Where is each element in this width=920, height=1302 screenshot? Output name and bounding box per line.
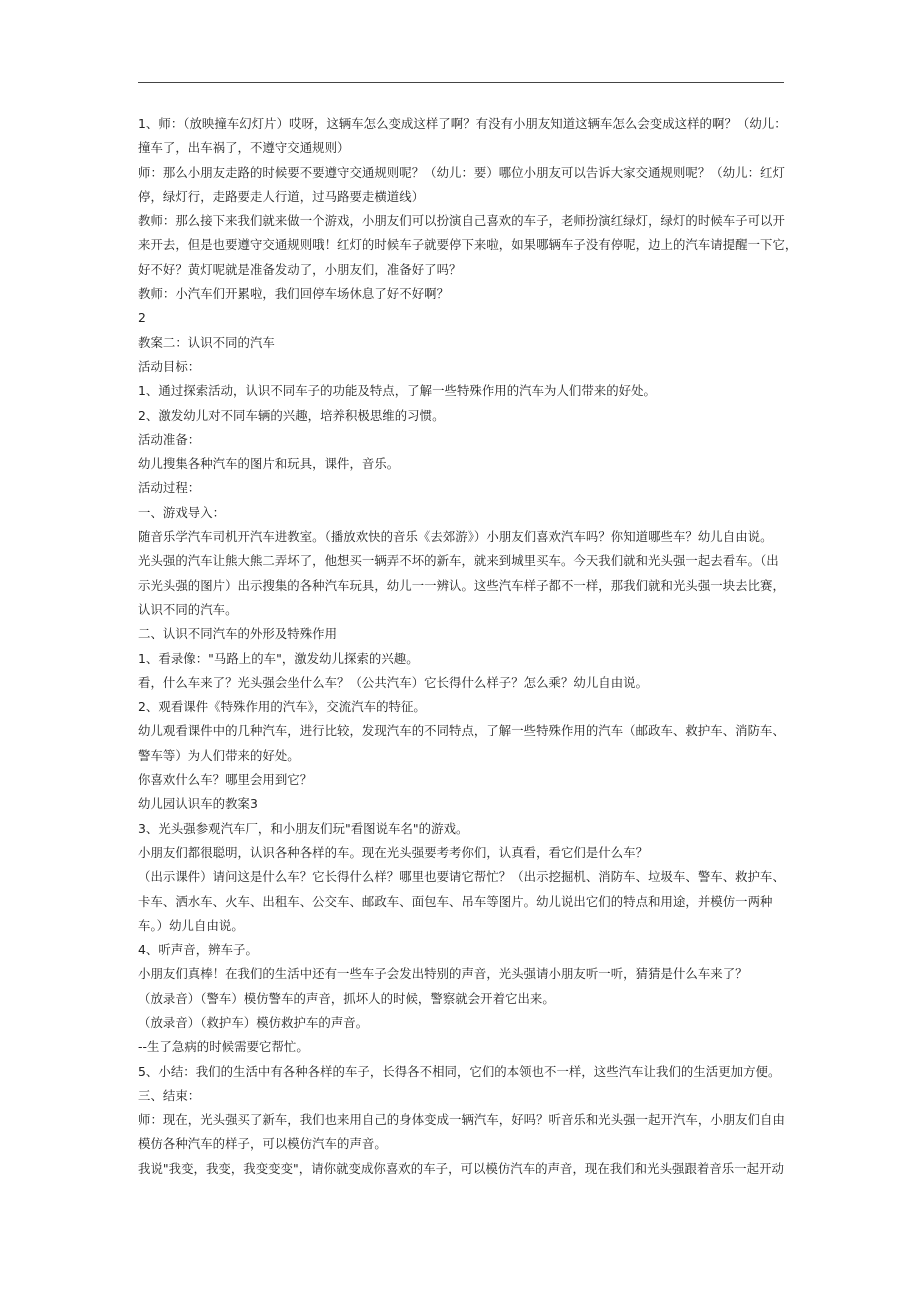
text-line: 撞车了，出车祸了，不遵守交通规则） bbox=[138, 140, 350, 156]
text-line: 教案二：认识不同的汽车 bbox=[138, 334, 275, 350]
text-line: 活动目标： bbox=[138, 358, 201, 374]
text-line: （出示课件）请问这是什么车？它长得什么样？哪里也要请它帮忙？（出示挖掘机、消防车、垃圾车、警车、救护车、 bbox=[138, 869, 785, 885]
text-line: 好不好？黄灯呢就是准备发动了，小朋友们，准备好了吗？ bbox=[138, 261, 462, 277]
text-line: 1、看录像："马路上的车"，激发幼儿探索的兴趣。 bbox=[138, 650, 419, 666]
text-line: --生了急病的时候需要它帮忙。 bbox=[138, 1039, 309, 1055]
text-line: 1、师：（放映撞车幻灯片）哎呀，这辆车怎么变成这样了啊？有没有小朋友知道这辆车怎么会变成这样的啊？（幼儿： bbox=[138, 116, 787, 131]
text-line: 看，什么车来了？光头强会坐什么车？（公共汽车）它长得什么样子？怎么乘？幼儿自由说。 bbox=[138, 674, 649, 690]
text-line: 光头强的汽车让熊大熊二弄坏了，他想买一辆弄不坏的新车，就来到城里买车。今天我们就和光头强一起去看车。（出 bbox=[138, 553, 779, 569]
text-line: 活动准备： bbox=[138, 431, 201, 447]
text-line: 教师：小汽车们开累啦，我们回停车场休息了好不好啊？ bbox=[138, 286, 450, 302]
text-line: 我说"我变，我变，我变变变"，请你就变成你喜欢的车子，可以模仿汽车的声音，现在我们和光头强跟着音乐一起开动 bbox=[138, 1160, 784, 1176]
text-line: 警车等）为人们带来的好处。 bbox=[138, 747, 300, 763]
text-line: 来开去，但是也要遵守交通规则哦！红灯的时候车子就要停下来啦，如果哪辆车子没有停呢，边上的汽车请提醒一下它， bbox=[138, 237, 798, 253]
text-line: 三、结束： bbox=[138, 1087, 201, 1103]
text-line: 幼儿观看课件中的几种汽车，进行比较，发现汽车的不同特点，了解一些特殊作用的汽车（邮政车、救护车、消防车、 bbox=[138, 723, 785, 739]
text-line: 小朋友们真棒！在我们的生活中还有一些车子会发出特别的声音，光头强请小朋友听一听，猜猜是什么车来了？ bbox=[138, 966, 748, 982]
text-line: 车。）幼儿自由说。 bbox=[138, 917, 244, 933]
text-line: 2、激发幼儿对不同车辆的兴趣，培养积极思维的习惯。 bbox=[138, 407, 445, 423]
text-line: 模仿各种汽车的样子，可以模仿汽车的声音。 bbox=[138, 1136, 387, 1152]
text-line: 二、认识不同汽车的外形及特殊作用 bbox=[138, 626, 338, 642]
text-line: （放录音）（救护车）模仿救护车的声音。 bbox=[138, 1014, 369, 1030]
text-line: 幼儿园认识车的教案3 bbox=[138, 796, 258, 812]
text-line: 小朋友们都很聪明，认识各种各样的车。现在光头强要考考你们，认真看，看它们是什么车？ bbox=[138, 844, 649, 860]
text-line: 卡车、洒水车、火车、出租车、公交车、邮政车、面包车、吊车等图片。幼儿说出它们的特点和用途，并模仿一两种 bbox=[138, 893, 773, 909]
text-line: 2 bbox=[138, 310, 146, 326]
text-line: 认识不同的汽车。 bbox=[138, 601, 238, 617]
text-line: 师：那么小朋友走路的时候要不要遵守交通规则呢？（幼儿：要）哪位小朋友可以告诉大家交通规则呢？（幼儿：红灯 bbox=[138, 164, 785, 180]
text-line: 3、光头强参观汽车厂，和小朋友们玩"看图说车名"的游戏。 bbox=[138, 820, 469, 836]
text-line: 教师：那么接下来我们就来做一个游戏，小朋友们可以扮演自己喜欢的车子，老师扮演红绿灯，绿灯的时候车子可以开 bbox=[138, 213, 785, 229]
text-line: 2、观看课件《特殊作用的汽车》，交流汽车的特征。 bbox=[138, 699, 426, 715]
text-line: 4、听声音，辨车子。 bbox=[138, 942, 258, 958]
text-line: 一、游戏导入： bbox=[138, 504, 226, 520]
text-line: 你喜欢什么车？哪里会用到它？ bbox=[138, 772, 313, 788]
document-body bbox=[138, 112, 798, 1181]
text-line: 师：现在，光头强买了新车，我们也来用自己的身体变成一辆汽车，好吗？听音乐和光头强一起开汽车，小朋友们自由 bbox=[138, 1112, 785, 1128]
text-line: 活动过程： bbox=[138, 480, 201, 496]
header-rule bbox=[138, 82, 784, 83]
text-line: 5、小结：我们的生活中有各种各样的车子，长得各不相同，它们的本领也不一样，这些汽车让我们的生活更加方便。 bbox=[138, 1063, 781, 1079]
text-line: 幼儿搜集各种汽车的图片和玩具，课件，音乐。 bbox=[138, 456, 400, 472]
text-line: （放录音）（警车）模仿警车的声音，抓坏人的时候，警察就会开着它出来。 bbox=[138, 990, 555, 1006]
text-line: 示光头强的图片）出示搜集的各种汽车玩具，幼儿一一辨认。这些汽车样子都不一样，那我们就和光头强一块去比赛， bbox=[138, 577, 785, 593]
text-line: 停，绿灯行，走路要走人行道，过马路要走横道线） bbox=[138, 188, 425, 204]
text-line: 随音乐学汽车司机开汽车进教室。（播放欢快的音乐《去郊游》）小朋友们喜欢汽车吗？你知道哪些车？幼儿自由说。 bbox=[138, 529, 773, 545]
text-line: 1、通过探索活动，认识不同车子的功能及特点，了解一些特殊作用的汽车为人们带来的好处。 bbox=[138, 383, 656, 399]
